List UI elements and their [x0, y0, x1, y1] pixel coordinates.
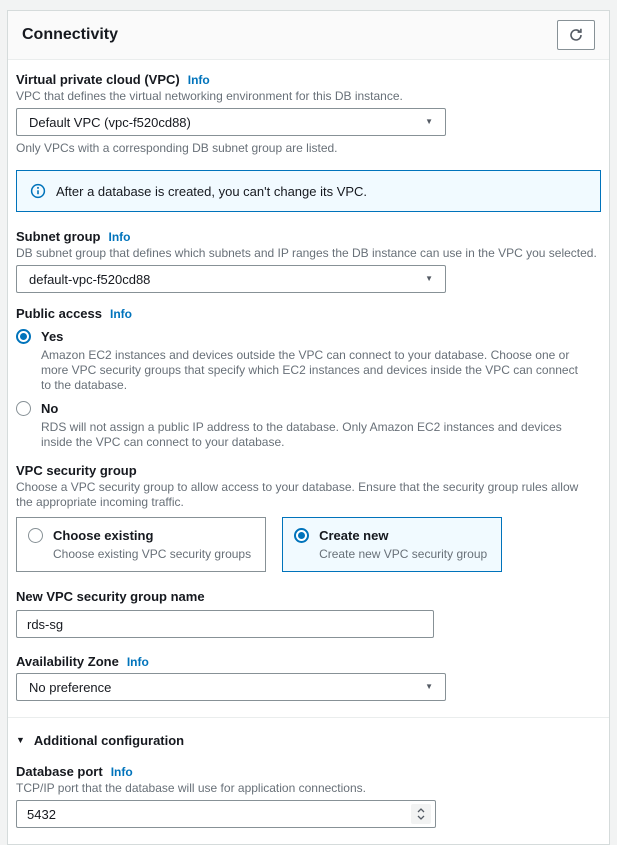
new-sg-name-label: New VPC security group name	[16, 589, 205, 604]
sg-create-new-tile[interactable]	[282, 517, 502, 572]
public-access-label: Public access	[16, 306, 102, 321]
vpc-security-group-label: VPC security group	[16, 463, 137, 478]
panel-header	[8, 11, 609, 60]
new-sg-name-field	[16, 589, 601, 638]
availability-zone-select-value: No preference	[29, 679, 112, 695]
availability-zone-info-link[interactable]: Info	[126, 655, 149, 669]
public-access-no-label: No	[41, 401, 59, 416]
subnet-group-info-link[interactable]: Info	[108, 230, 131, 244]
subnet-group-description: DB subnet group that defines which subnets and IP ranges the DB instance can use in the VPC you selected.	[16, 246, 597, 260]
sg-choose-existing-description: Choose existing VPC security groups	[53, 547, 252, 561]
vpc-change-alert	[16, 170, 601, 212]
additional-config-label: Additional configuration	[33, 733, 185, 748]
caret-down-icon: ▼	[425, 274, 433, 283]
panel-body	[8, 60, 609, 844]
vpc-select[interactable]	[16, 108, 446, 136]
database-port-field	[16, 764, 601, 828]
subnet-group-select-value: default-vpc-f520cd88	[29, 271, 151, 287]
caret-down-icon: ▼	[16, 735, 25, 745]
public-access-no-description: RDS will not assign a public IP address to the database. Only Amazon EC2 instances and devices inside the VPC can connect to your database.	[41, 420, 562, 449]
caret-down-icon: ▼	[425, 117, 433, 126]
vpc-description: VPC that defines the virtual networking environment for this DB instance.	[16, 89, 403, 103]
database-port-description: TCP/IP port that the database will use for application connections.	[16, 781, 366, 795]
availability-zone-label: Availability Zone	[16, 654, 119, 669]
section-divider	[8, 717, 609, 718]
radio-selected-icon[interactable]	[16, 329, 31, 344]
vpc-hint: Only VPCs with a corresponding DB subnet group are listed.	[16, 141, 338, 155]
availability-zone-select[interactable]	[16, 673, 446, 701]
refresh-button[interactable]	[557, 20, 595, 50]
additional-config-expander[interactable]	[16, 733, 601, 748]
public-access-field	[16, 306, 601, 450]
stepper-control[interactable]	[411, 804, 431, 824]
vpc-security-group-description: Choose a VPC security group to allow access to your database. Ensure that the security group rules allow the appropriate incoming traffic.	[16, 480, 579, 509]
vpc-select-value: Default VPC (vpc-f520cd88)	[29, 114, 191, 130]
sg-choose-existing-tile[interactable]	[16, 517, 266, 572]
refresh-icon	[568, 27, 584, 43]
availability-zone-field	[16, 654, 601, 701]
public-access-yes-label: Yes	[41, 329, 64, 344]
public-access-no-option[interactable]	[16, 400, 601, 450]
subnet-group-select[interactable]	[16, 265, 446, 293]
radio-unselected-icon[interactable]	[28, 528, 43, 543]
public-access-yes-option[interactable]	[16, 328, 601, 393]
subnet-group-field	[16, 229, 601, 293]
subnet-group-label: Subnet group	[16, 229, 101, 244]
database-port-input[interactable]	[16, 800, 436, 828]
new-sg-name-input[interactable]	[16, 610, 434, 638]
vpc-label: Virtual private cloud (VPC)	[16, 72, 180, 87]
security-group-tiles	[16, 517, 601, 572]
database-port-info-link[interactable]: Info	[110, 765, 133, 779]
caret-down-icon: ▼	[425, 682, 433, 691]
database-port-label: Database port	[16, 764, 103, 779]
public-access-info-link[interactable]: Info	[110, 307, 132, 321]
vpc-info-link[interactable]: Info	[187, 73, 210, 87]
info-icon	[30, 183, 46, 199]
stepper-icon	[416, 807, 426, 821]
sg-create-new-label: Create new	[319, 528, 389, 543]
vpc-field	[16, 72, 601, 155]
panel-title: Connectivity	[22, 26, 119, 43]
sg-choose-existing-label: Choose existing	[53, 528, 154, 543]
sg-create-new-description: Create new VPC security group	[319, 547, 488, 561]
public-access-yes-description: Amazon EC2 instances and devices outside the VPC can connect to your database. Choose one or more VPC security groups that specify which EC2 instances and devices inside the VPC can connect to the database.	[41, 348, 578, 392]
vpc-security-group-field	[16, 463, 601, 572]
radio-unselected-icon[interactable]	[16, 401, 31, 416]
alert-text: After a database is created, you can't change its VPC.	[56, 183, 368, 199]
radio-selected-icon[interactable]	[294, 528, 309, 543]
connectivity-panel	[7, 10, 610, 845]
